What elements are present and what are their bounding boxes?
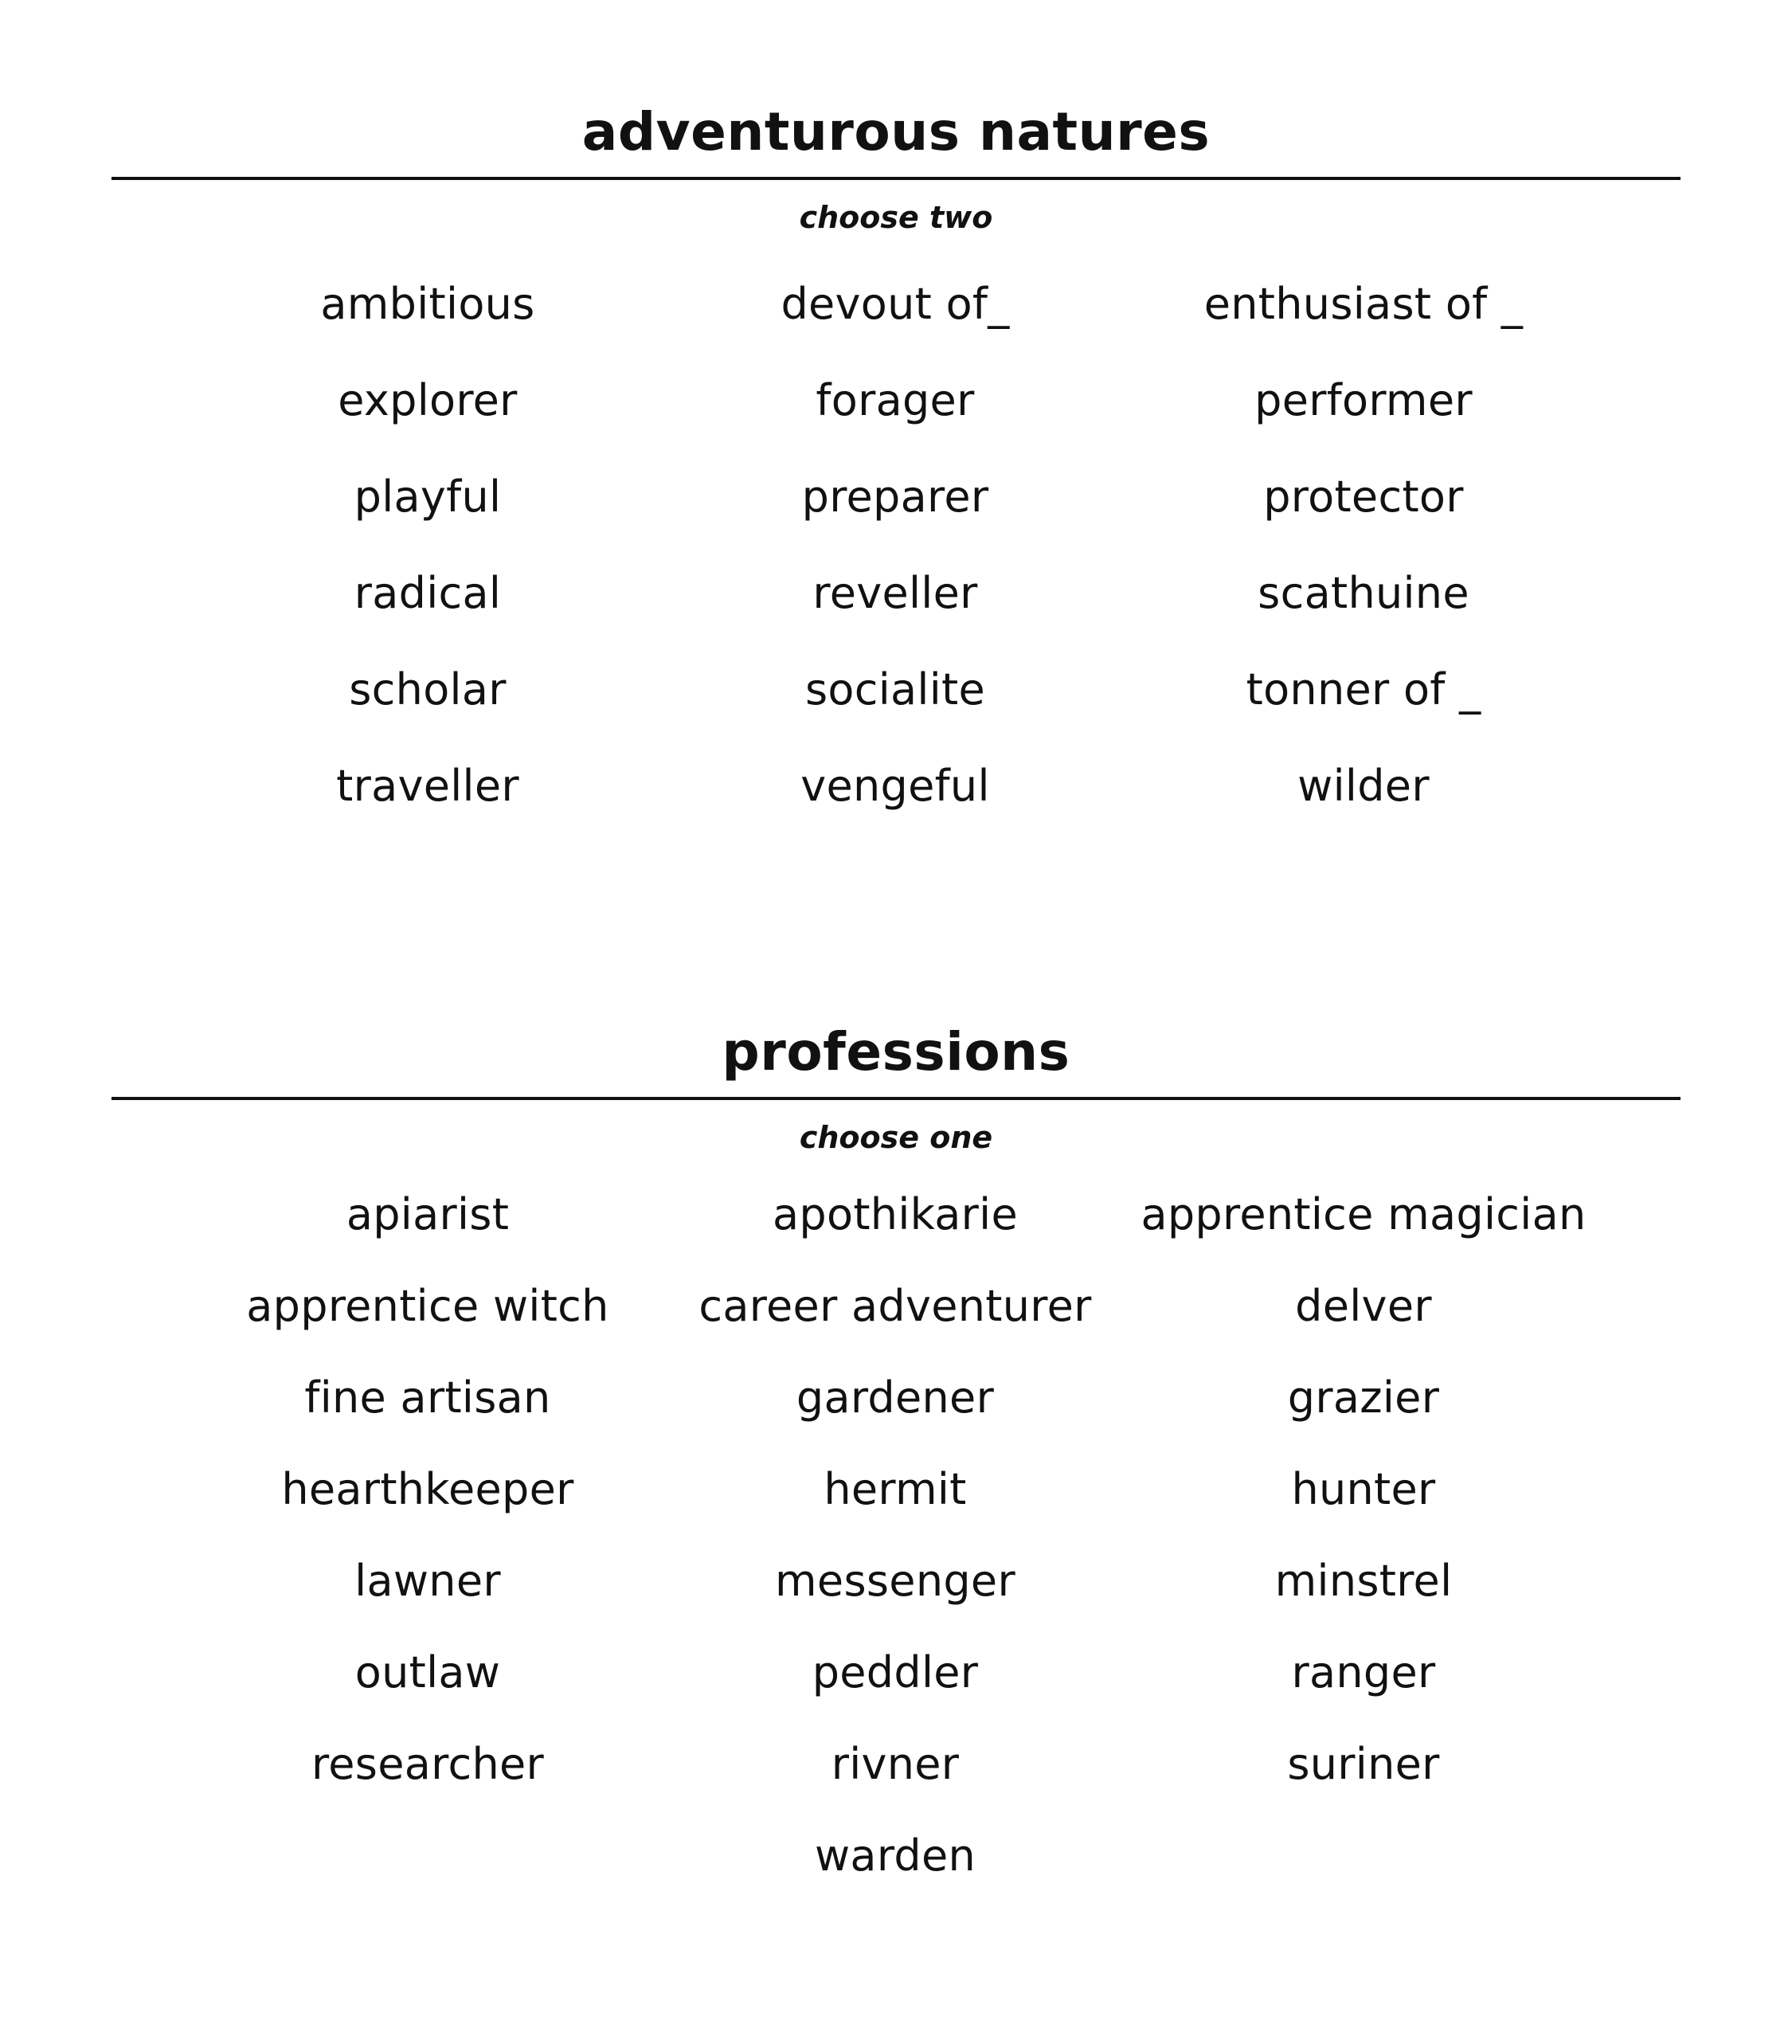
nature-item: devout of_ — [781, 279, 1010, 329]
natures-list — [112, 280, 1680, 859]
nature-item: explorer — [338, 375, 518, 425]
profession-item: apiarist — [346, 1189, 510, 1239]
profession-item: delver — [1295, 1281, 1432, 1331]
profession-item: apprentice magician — [1141, 1189, 1587, 1239]
profession-item: grazier — [1287, 1372, 1440, 1423]
nature-item: ambitious — [320, 279, 535, 329]
profession-item: outlaw — [354, 1647, 501, 1697]
profession-item: hearthkeeper — [281, 1464, 574, 1514]
nature-item: scholar — [349, 664, 507, 715]
profession-item: hermit — [824, 1464, 967, 1514]
professions-title: professions — [722, 1021, 1070, 1083]
profession-item: ranger — [1291, 1647, 1436, 1697]
nature-item: traveller — [336, 761, 519, 811]
nature-item: wilder — [1297, 761, 1430, 811]
professions-section — [112, 1014, 1680, 1924]
nature-item: performer — [1254, 375, 1473, 425]
nature-item: socialite — [804, 664, 986, 715]
profession-item: researcher — [311, 1739, 545, 1789]
nature-item: reveller — [812, 568, 978, 618]
profession-item: fine artisan — [304, 1372, 551, 1423]
professions-instruction: choose one — [799, 1120, 993, 1155]
nature-item: playful — [354, 472, 502, 522]
nature-item: protector — [1263, 472, 1464, 522]
natures-section — [112, 94, 1680, 859]
profession-item: suriner — [1287, 1739, 1440, 1789]
natures-title: adventurous natures — [581, 101, 1211, 163]
nature-item: vengeful — [800, 761, 990, 811]
profession-item: career adventurer — [698, 1281, 1092, 1331]
profession-item: messenger — [775, 1556, 1015, 1606]
natures-divider — [112, 177, 1680, 180]
profession-item: hunter — [1291, 1464, 1436, 1514]
nature-item: tonner of _ — [1246, 664, 1481, 715]
nature-item: enthusiast of _ — [1203, 279, 1524, 329]
profession-item: lawner — [354, 1556, 501, 1606]
nature-item: forager — [816, 375, 975, 425]
profession-item: apothikarie — [773, 1189, 1018, 1239]
profession-item: peddler — [812, 1647, 979, 1697]
nature-item: scathuine — [1258, 568, 1469, 618]
profession-item: rivner — [831, 1739, 960, 1789]
nature-item: preparer — [801, 472, 989, 522]
natures-instruction: choose two — [799, 200, 993, 235]
profession-item: warden — [814, 1831, 976, 1881]
professions-list — [112, 1191, 1680, 1924]
profession-item: gardener — [796, 1372, 995, 1423]
nature-item: radical — [354, 568, 502, 618]
profession-item: apprentice witch — [246, 1281, 609, 1331]
professions-divider — [112, 1097, 1680, 1100]
profession-item: minstrel — [1274, 1556, 1453, 1606]
